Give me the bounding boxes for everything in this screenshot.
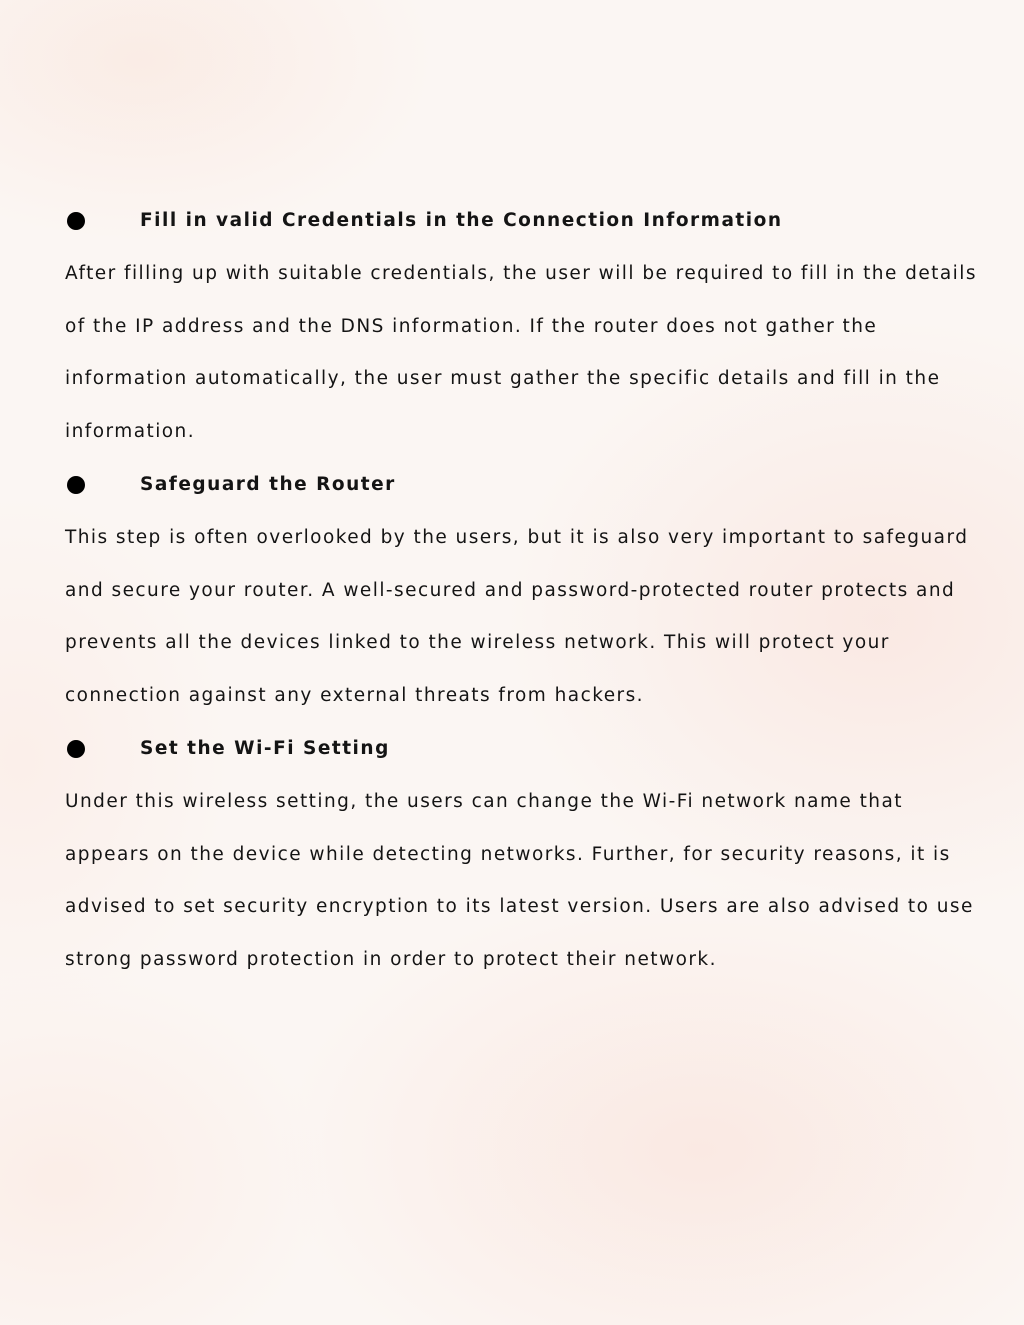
paragraph-line: connection against any external threats from hackers. bbox=[65, 685, 645, 707]
paragraph-line: prevents all the devices linked to the wireless network. This will protect your bbox=[65, 632, 890, 654]
heading-text: Set the Wi-Fi Setting bbox=[140, 737, 390, 759]
paragraph-line: and secure your router. A well-secured and password-protected router protects and bbox=[65, 579, 956, 601]
paragraph-line: of the IP address and the DNS information. If the router does not gather the bbox=[65, 315, 878, 337]
paragraph-line: This step is often overlooked by the users, but it is also very important to safeguard bbox=[65, 526, 969, 548]
section-heading bbox=[65, 459, 1000, 512]
bullet-icon bbox=[67, 476, 85, 494]
paragraph-line: advised to set security encryption to its latest version. Users are also advised to use bbox=[65, 896, 974, 918]
paragraph-line: After filling up with suitable credentials, the user will be required to fill in the details bbox=[65, 262, 977, 284]
section-heading bbox=[65, 723, 1000, 776]
bullet-icon bbox=[67, 740, 85, 758]
paragraph-line: appears on the device while detecting networks. Further, for security reasons, it is bbox=[65, 843, 951, 865]
bullet-icon bbox=[67, 212, 85, 230]
paragraph-line: Under this wireless setting, the users can change the Wi-Fi network name that bbox=[65, 790, 903, 812]
paragraph-line: strong password protection in order to protect their network. bbox=[65, 949, 717, 971]
section-heading bbox=[65, 195, 1000, 248]
section-safeguard-router bbox=[65, 459, 1000, 723]
paragraph-line: information. bbox=[65, 421, 196, 443]
section-wifi-setting bbox=[65, 723, 1000, 987]
section-connection-info bbox=[65, 195, 1000, 459]
document-body bbox=[65, 195, 1000, 987]
paragraph-line: information automatically, the user must gather the specific details and fill in the bbox=[65, 368, 941, 390]
heading-text: Fill in valid Credentials in the Connection Information bbox=[140, 210, 783, 231]
heading-text: Safeguard the Router bbox=[140, 473, 396, 495]
